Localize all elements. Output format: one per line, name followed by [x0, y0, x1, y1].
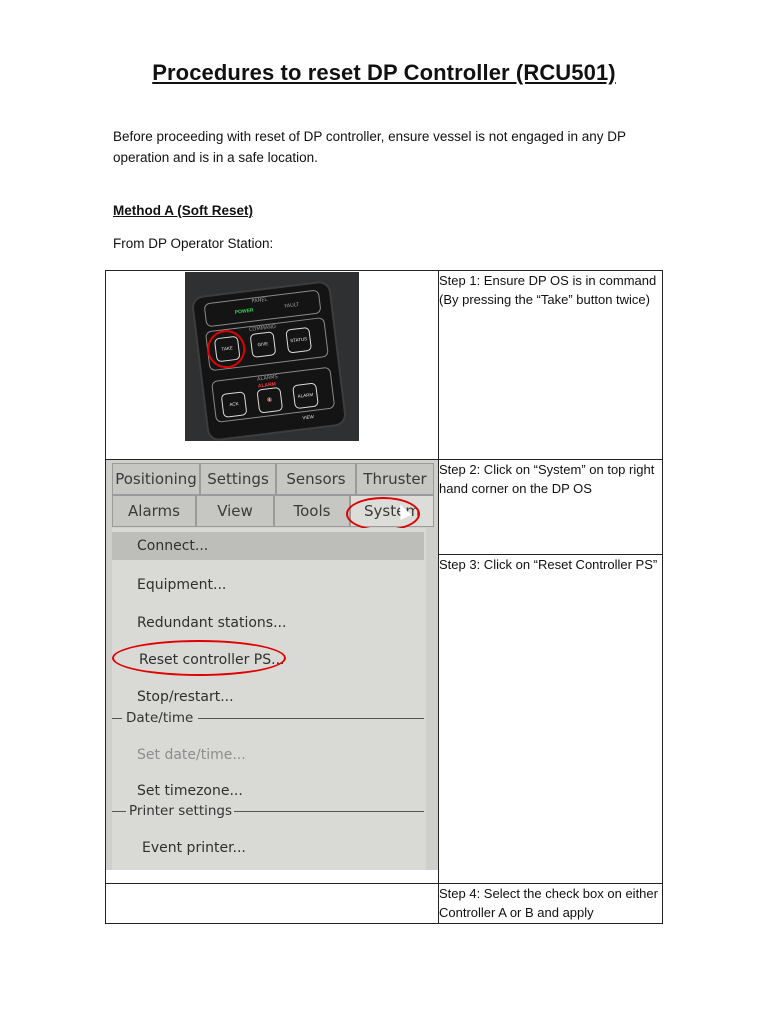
step2-3-image-cell	[106, 460, 439, 884]
step3-cell	[439, 555, 663, 884]
step4-image-cell	[106, 884, 439, 924]
ack-button[interactable]: ACK	[221, 391, 248, 418]
tab-thruster[interactable]: Thruster	[356, 463, 434, 495]
separator-line	[112, 811, 126, 812]
fault-label: FAULT	[284, 301, 300, 310]
steps-table	[105, 270, 663, 924]
menu-item-event-printer[interactable]: Event printer...	[142, 840, 246, 856]
step1-cell	[439, 271, 663, 460]
step1-text: Step 1: Ensure DP OS is in command (By pressing the “Take” button twice)	[439, 273, 657, 307]
step3-text: Step 3: Click on “Reset Controller PS”	[439, 557, 658, 572]
take-button[interactable]: TAKE	[214, 336, 241, 363]
dp-os-menu-screenshot	[106, 460, 438, 870]
menu-item-connect[interactable]: Connect...	[137, 538, 209, 554]
status-button[interactable]: STATUS	[285, 327, 312, 354]
menu-item-redundant-stations[interactable]: Redundant stations...	[137, 615, 287, 631]
mute-button[interactable]: 🔇	[256, 387, 283, 414]
tab-system[interactable]: System	[350, 495, 434, 527]
power-indicator: POWER	[234, 307, 254, 316]
menu-item-set-timezone[interactable]: Set timezone...	[137, 783, 243, 799]
step1-image-cell	[106, 271, 439, 460]
method-heading: Method A (Soft Reset)	[113, 203, 253, 218]
menu-item-set-date-time: Set date/time...	[137, 747, 246, 763]
alarm-indicator: ALARM	[257, 381, 277, 390]
tab-alarms[interactable]: Alarms	[112, 495, 196, 527]
menu-item-stop-restart[interactable]: Stop/restart...	[137, 689, 234, 705]
tab-view[interactable]: View	[196, 495, 274, 527]
step2-cell	[439, 460, 663, 555]
reset-highlight-circle	[112, 640, 286, 676]
panel-body	[193, 282, 345, 440]
tab-settings[interactable]: Settings	[200, 463, 276, 495]
from-label: From DP Operator Station:	[113, 236, 274, 251]
alarm-view-button[interactable]: ALARM VIEW	[292, 382, 319, 409]
separator-line	[112, 718, 122, 719]
tab-positioning[interactable]: Positioning	[112, 463, 200, 495]
group-printer-settings: Printer settings	[129, 803, 233, 819]
separator-line	[234, 811, 424, 812]
tab-tools[interactable]: Tools	[274, 495, 350, 527]
intro-paragraph: Before proceeding with reset of DP controller, ensure vessel is not engaged in any DP operation and is in a safe location.	[113, 129, 626, 165]
menu-item-equipment[interactable]: Equipment...	[137, 577, 227, 593]
tab-sensors[interactable]: Sensors	[276, 463, 356, 495]
separator-line	[198, 718, 424, 719]
page-title: Procedures to reset DP Controller (RCU501)	[152, 60, 616, 85]
group-date-time: Date/time	[126, 710, 194, 726]
step4-cell	[439, 884, 663, 924]
alarms-label: ALARMS	[256, 374, 279, 383]
give-button[interactable]: GIVE	[250, 331, 277, 358]
menu-item-reset-controller-ps[interactable]: Reset controller PS...	[139, 652, 285, 668]
panel-label: PANEL	[251, 296, 268, 305]
step4-text: Step 4: Select the check box on either Controller A or B and apply	[439, 886, 658, 920]
command-label: COMMAND	[248, 323, 277, 334]
system-dropdown-menu	[112, 528, 426, 870]
step2-text: Step 2: Click on “System” on top right hand corner on the DP OS	[439, 462, 655, 496]
dp-panel-photo	[185, 272, 359, 441]
